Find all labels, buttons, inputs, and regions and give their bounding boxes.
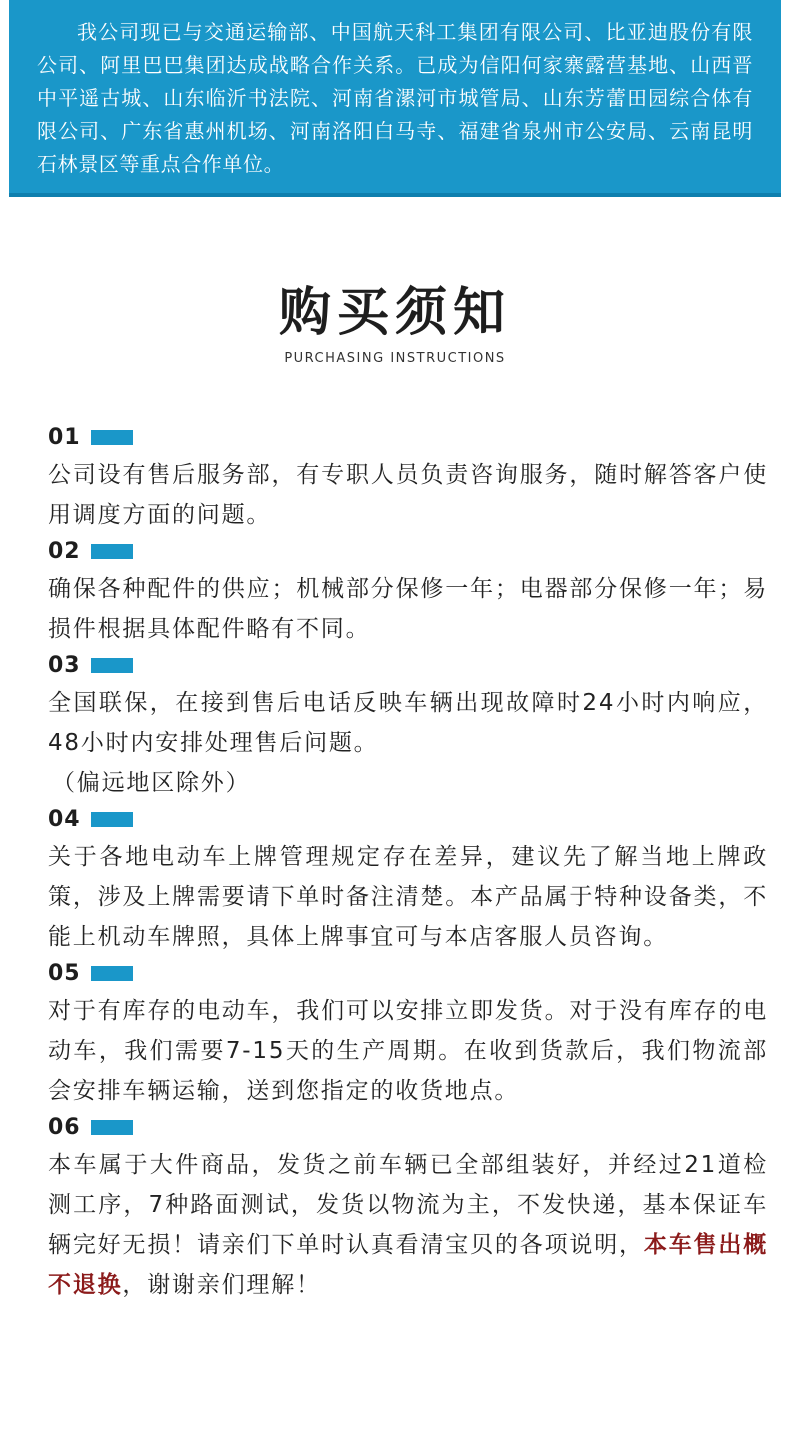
item-text: 公司设有售后服务部，有专职人员负责咨询服务，随时解答客户使用调度方面的问题。 (48, 462, 768, 528)
instructions-list (48, 421, 768, 1305)
item-number: 02 (48, 538, 81, 564)
page-subtitle: PURCHASING INSTRUCTIONS (284, 351, 506, 366)
item-text: 全国联保，在接到售后电话反映车辆出现故障时24小时内响应， 48小时内安排处理售后问题。 (48, 690, 768, 756)
partner-banner (9, 0, 781, 197)
list-item (48, 649, 768, 803)
item-text (48, 1145, 768, 1305)
item-text: 关于各地电动车上牌管理规定存在差异，建议先了解当地上牌政策，涉及上牌需要请下单时备注清楚。本产品属于特种设备类，不能上机动车牌照，具体上牌事宜可与本店客服人员咨询。 (48, 844, 768, 950)
item-text-before: 本车属于大件商品，发货之前车辆已全部组装好，并经过21道检测工序，7种路面测试，发货以物流为主，不发快递，基本保证车辆完好无损！请亲们下单时认真看清宝贝的各项说明， (48, 1152, 768, 1258)
accent-bar (91, 966, 133, 981)
list-item (48, 421, 768, 535)
item-number: 06 (48, 1114, 81, 1140)
item-text-after: ，谢谢亲们理解！ (122, 1272, 321, 1298)
list-item (48, 803, 768, 957)
list-item (48, 1111, 768, 1305)
item-text: 确保各种配件的供应；机械部分保修一年；电器部分保修一年；易损件根据具体配件略有不同。 (48, 576, 768, 642)
list-item (48, 957, 768, 1111)
item-number: 05 (48, 960, 81, 986)
accent-bar (91, 430, 133, 445)
list-item (48, 535, 768, 649)
item-number: 01 (48, 424, 81, 450)
item-text: 对于有库存的电动车，我们可以安排立即发货。对于没有库存的电动车，我们需要7-15天的生产周期。在收到货款后，我们物流部会安排车辆运输，送到您指定的收货地点。 (48, 998, 768, 1104)
item-number: 04 (48, 806, 81, 832)
banner-text: 我公司现已与交通运输部、中国航天科工集团有限公司、比亚迪股份有限公司、阿里巴巴集团达成战略合作关系。已成为信阳何家寨露营基地、山西晋中平遥古城、山东临沂书法院、河南省漯河市城管局、山东芳蕾田园综合体有限公司、广东省惠州机场、河南洛阳白马寺、福建省泉州市公安局、云南昆明石林景区等重点合作单位。 (37, 20, 753, 176)
item-note: （偏远地区除外） (52, 770, 251, 796)
accent-bar (91, 1120, 133, 1135)
accent-bar (91, 658, 133, 673)
page-title: 购买须知 (278, 283, 511, 343)
item-number: 03 (48, 652, 81, 678)
no-return-notice: 本车售出概不退换 (48, 1232, 769, 1298)
accent-bar (91, 544, 133, 559)
accent-bar (91, 812, 133, 827)
